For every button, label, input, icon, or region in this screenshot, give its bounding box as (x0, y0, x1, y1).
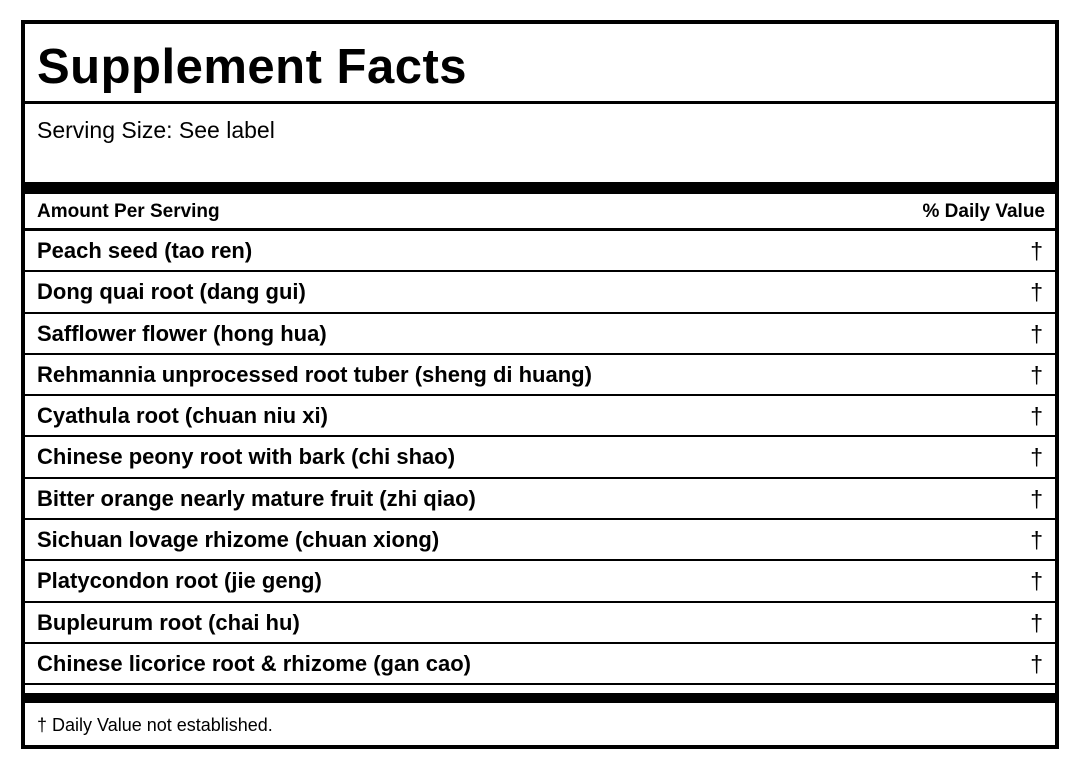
ingredient-daily-value: † (1030, 403, 1043, 430)
ingredient-row (25, 396, 1055, 437)
ingredient-row (25, 437, 1055, 478)
ingredient-name: Peach seed (tao ren) (37, 238, 253, 263)
ingredient-row (25, 272, 1055, 313)
ingredient-row (25, 644, 1055, 685)
ingredient-row (25, 603, 1055, 644)
ingredient-row (25, 561, 1055, 602)
ingredient-row (25, 520, 1055, 561)
amount-per-serving-header: Amount Per Serving (37, 201, 220, 222)
daily-value-header: % Daily Value (922, 201, 1045, 222)
ingredient-name: Platycondon root (jie geng) (37, 568, 322, 594)
footnote: † Daily Value not established. (37, 715, 273, 736)
ingredient-daily-value: † (1030, 444, 1043, 471)
ingredient-name: Sichuan lovage rhizome (chuan xiong) (37, 527, 440, 553)
ingredient-row (25, 355, 1055, 396)
ingredient-daily-value: † (1030, 279, 1043, 306)
ingredient-row (25, 231, 1055, 272)
supplement-facts-panel (21, 20, 1059, 749)
ingredient-name: Chinese peony root with bark (chi shao) (37, 444, 456, 470)
title-row (25, 24, 1055, 104)
ingredient-name: Bupleurum root (chai hu) (37, 609, 300, 635)
spacer (25, 685, 1055, 693)
ingredient-row (25, 314, 1055, 355)
footnote-row (25, 703, 1055, 745)
ingredient-daily-value: † (1030, 609, 1043, 636)
ingredient-daily-value: † (1030, 568, 1043, 595)
thick-divider-bottom (25, 693, 1055, 703)
thick-divider (25, 182, 1055, 194)
ingredient-name: Safflower flower (hong hua) (37, 320, 327, 346)
ingredient-daily-value: † (1030, 650, 1043, 677)
ingredient-daily-value: † (1030, 238, 1043, 264)
ingredient-name: Dong quai root (dang gui) (37, 279, 306, 305)
panel-title: Supplement Facts (37, 40, 468, 94)
column-header-row (25, 194, 1055, 231)
ingredient-daily-value: † (1030, 527, 1043, 554)
ingredient-name: Chinese licorice root & rhizome (gan cao) (37, 650, 471, 676)
ingredient-row (25, 479, 1055, 520)
ingredient-daily-value: † (1030, 485, 1043, 512)
ingredient-name: Cyathula root (chuan niu xi) (37, 403, 328, 429)
ingredient-daily-value: † (1030, 320, 1043, 347)
ingredient-name: Bitter orange nearly mature fruit (zhi qiao) (37, 485, 476, 511)
serving-size-row (25, 104, 1055, 182)
ingredient-name: Rehmannia unprocessed root tuber (sheng di huang) (37, 361, 592, 387)
ingredient-daily-value: † (1030, 361, 1043, 388)
serving-size: Serving Size: See label (37, 117, 275, 143)
